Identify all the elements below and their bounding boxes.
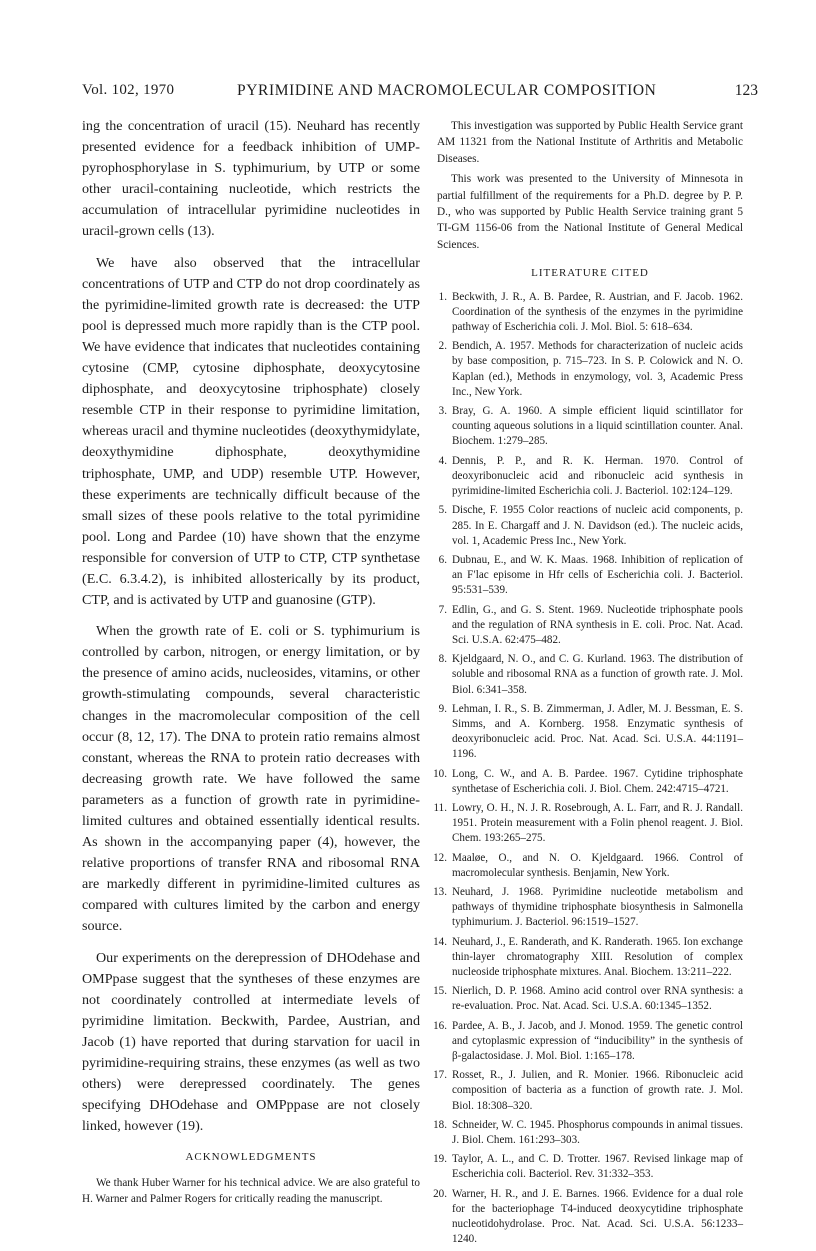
reference-text: Long, C. W., and A. B. Pardee. 1967. Cytidine triphosphate synthetase of Escherichia coli. J. Biol. Chem. 242:4715–4721. (452, 767, 743, 795)
body-paragraph: When the growth rate of E. coli or S. typhimurium is controlled by carbon, nitrogen, or energy limitation, or by the presence of amino acids, nucleosides, vitamins, or other growth-stimulating compounds, several characteristic changes in the macromolecular composition of the cell occur (8, 12, 17). The DNA to protein ratio remains almost constant, whereas the RNA to protein ratio decreases with decreasing growth rate. We have followed the same parameters as a function of growth rate in pyrimidine-limited cultures and obtained essentially identical results. As shown in the accompanying paper (4), however, the relative proportions of transfer RNA and ribosomal RNA are markedly different in pyrimidine-limited cultures as compared with cultures limited by the carbon and energy source. (82, 623, 420, 935)
reference-item (437, 553, 743, 599)
reference-item (433, 885, 743, 931)
reference-item (437, 503, 743, 549)
reference-text: Warner, H. R., and J. E. Barnes. 1966. Evidence for a dual role for the bacteriophage T4-induced deoxycytidine triphosphate nucleotidohydrolase. Proc. Nat. Acad. Sci. U.S.A. 56:1233–1240. (452, 1187, 743, 1246)
reference-number: 11. (433, 801, 447, 814)
reference-text: Neuhard, J. 1968. Pyrimidine nucleotide metabolism and pathways of thymidine triphosphate biosynthesis in Salmonella typhimurium. J. Bacteriol. 96:1519–1527. (452, 885, 743, 929)
reference-text: Dubnau, E., and W. K. Maas. 1968. Inhibition of replication of an F′lac episome in Hfr cells of Escherichia coli. J. Bacteriol. 95:531–539. (452, 553, 743, 597)
reference-number: 10. (433, 767, 447, 780)
right-column (433, 118, 743, 1251)
reference-text: Nierlich, D. P. 1968. Amino acid control over RNA synthesis: a re-evaluation. Proc. Nat. Acad. Sci. U.S.A. 60:1345–1352. (452, 985, 743, 1013)
body-paragraph: We have also observed that the intracellular concentrations of UTP and CTP do not drop coordinately as the pyrimidine-limited growth rate is decreased: the UTP pool is depressed much more rapidly than is the CTP pool. We have evidence that indicates that nucleotides containing cytosine (CMP, cytosine diphosphate, deoxycytosine diphosphate, and deoxycytosine triphosphate) closely resemble CTP in their response to pyrimidine limitation, whereas uracil and thymine nucleotides (deoxythymidylate, deoxythymidine diphosphate, deoxythymidine triphosphate, UMP, and UDP) resemble UTP. However, these experiments are technically difficult because of the small sizes of these pools relative to the total pyrimidine pool. Long and Pardee (10) have shown that the enzyme responsible for conversion of UTP to CTP, CTP synthetase (E.C. 6.3.4.2), is inhibited allosterically by its product, CTP, and is activated by UTP and guanosine (GTP). (82, 254, 420, 609)
reference-item (437, 339, 743, 400)
reference-text: Pardee, A. B., J. Jacob, and J. Monod. 1959. The genetic control and cytoplasmic expression of “inducibility” in the synthesis of β-galactosidase. J. Mol. Biol. 1:165–178. (452, 1019, 743, 1062)
reference-number: 9. (438, 702, 447, 715)
reference-number: 16. (433, 1019, 447, 1032)
reference-number: 20. (433, 1187, 447, 1200)
volume-label: Vol. 102, 1970 (82, 82, 175, 98)
literature-heading: LITERATURE CITED (531, 267, 649, 280)
funding-note: This investigation was supported by Public Health Service grant AM 11321 from the National Institute of Arthritis and Metabolic Diseases. (437, 120, 743, 165)
reference-number: 12. (433, 851, 447, 864)
reference-number: 18. (433, 1118, 447, 1131)
reference-text: Beckwith, J. R., A. B. Pardee, R. Austrian, and F. Jacob. 1962. Coordination of the synthesis of the enzymes in the pyrimidine pathway of Escherichia coli. J. Mol. Biol. 5: 618–634. (452, 290, 743, 334)
reference-item (433, 801, 743, 847)
reference-number: 3. (438, 405, 447, 418)
reference-text: Bray, G. A. 1960. A simple efficient liquid scintillator for counting aqueous solutions in a liquid scintillation counter. Anal. Biochem. 1:279–285. (452, 405, 743, 448)
reference-text: Dische, F. 1955 Color reactions of nucleic acid components, p. 285. In E. Chargaff and J. N. Davidson (ed.). The nucleic acids, vol. 1, Academic Press Inc., New York. (452, 504, 743, 547)
reference-number: 15. (433, 985, 447, 998)
reference-item (437, 290, 743, 336)
page-number: 123 (734, 82, 758, 99)
reference-item (433, 1152, 743, 1182)
acknowledgments-text: We thank Huber Warner for his technical advice. We are also grateful to H. Warner and Palmer Rogers for critically reading the manuscript. (82, 1176, 420, 1205)
reference-text: Dennis, P. P., and R. K. Herman. 1970. Control of deoxyribonucleic acid and ribonucleic acid synthesis in pyrimidine-limited Escherichia coli. J. Bacteriol. 102:124–129. (452, 454, 743, 498)
reference-item (433, 935, 743, 981)
reference-number: 13. (433, 885, 447, 898)
reference-text: Schneider, W. C. 1945. Phosphorus compounds in animal tissues. J. Biol. Chem. 161:293–303. (452, 1118, 743, 1147)
body-paragraph: Our experiments on the derepression of DHOdehase and OMPpase suggest that the syntheses of these enzymes are not coordinately controlled at intermediate levels of pyrimidine limitation. Beckwith, Pardee, Austrian, and Jacob (1) have reported that during starvation for uacil in pyrimidine-requiring strains, these enzymes (as well as two others) were derepressed coordinately. The genes specifying DHOdehase and OMPppase are not closely linked, however (19). (82, 949, 420, 1135)
reference-number: 1. (438, 290, 447, 303)
reference-item (437, 404, 743, 450)
reference-number: 6. (438, 553, 447, 566)
running-title: PYRIMIDINE AND MACROMOLECULAR COMPOSITION (237, 82, 657, 99)
reference-item (437, 454, 743, 500)
reference-number: 14. (433, 935, 447, 948)
body-paragraph: ing the concentration of uracil (15). Neuhard has recently presented evidence for a feedback inhibition of UMP-pyrophosphorylase in S. typhimurium, by UTP or some other uracil-containing nucleotide, which restricts the accumulation of intracellular pyrimidine nucleotides in uracil-grown cells (13). (82, 118, 420, 240)
reference-text: Neuhard, J., E. Randerath, and K. Randerath. 1965. Ion exchange thin-layer chromatography XIII. Resolution of complex nucleoside triphosphate mixtures. Anal. Biochem. 13:211–222. (452, 935, 743, 978)
reference-number: 4. (438, 454, 447, 467)
reference-number: 19. (433, 1153, 447, 1166)
reference-text: Taylor, A. L., and C. D. Trotter. 1967. Revised linkage map of Escherichia coli. Bacteriol. Rev. 31:332–353. (452, 1153, 743, 1181)
running-header (82, 82, 758, 106)
reference-item (433, 1068, 743, 1114)
reference-number: 2. (438, 340, 447, 353)
reference-list (433, 290, 743, 1248)
reference-item (433, 1187, 743, 1248)
reference-text: Lehman, I. R., S. B. Zimmerman, J. Adler, M. J. Bessman, E. S. Simms, and A. Kornberg. 1958. Enzymatic synthesis of deoxyribonucleic acid. Proc. Nat. Acad. Sci. U.S.A. 44:1191–1196. (452, 702, 743, 761)
acknowledgments-heading: ACKNOWLEDGMENTS (185, 1151, 317, 1164)
left-column (82, 116, 420, 1207)
reference-text: Bendich, A. 1957. Methods for characterization of nucleic acids by base composition, p. 715–723. In S. P. Colowick and N. O. Kaplan (ed.), Methods in enzymology, vol. 3, Academic Press Inc., New York. (452, 340, 743, 398)
reference-text: Edlin, G., and G. S. Stent. 1969. Nucleotide triphosphate pools and the regulation of RNA synthesis in E. coli. Proc. Nat. Acad. Sci. U.S.A. 62:475–482. (452, 603, 743, 646)
reference-text: Maaløe, O., and N. O. Kjeldgaard. 1966. Control of macromolecular synthesis. Benjamin, New York. (452, 851, 743, 879)
reference-item (433, 1019, 743, 1065)
reference-item (437, 652, 743, 698)
reference-text: Kjeldgaard, N. O., and C. G. Kurland. 1963. The distribution of soluble and ribosomal RNA as a function of growth rate. J. Mol. Biol. 6:341–358. (452, 653, 743, 696)
reference-number: 17. (433, 1069, 447, 1082)
reference-text: Rosset, R., J. Julien, and R. Monier. 1966. Ribonucleic acid composition of bacteria as a function of growth rate. J. Mol. Biol. 18:308–320. (452, 1069, 743, 1112)
reference-number: 5. (438, 504, 447, 517)
reference-item (437, 603, 743, 649)
reference-item (437, 702, 743, 763)
reference-number: 7. (438, 603, 447, 616)
reference-item (433, 1118, 743, 1148)
reference-item (433, 767, 743, 797)
reference-text: Lowry, O. H., N. J. R. Rosebrough, A. L. Farr, and R. J. Randall. 1951. Protein measurement with a Folin phenol reagent. J. Biol. Chem. 193:265–275. (452, 801, 743, 845)
reference-item (433, 851, 743, 881)
thesis-note: This work was presented to the University of Minnesota in partial fulfillment of the requirements for a Ph.D. degree by P. P. D., who was supported by Public Health Service training grant 5 TI-GM 1156-06 from the National Institute of General Medical Sciences. (437, 173, 743, 251)
reference-item (433, 984, 743, 1014)
reference-number: 8. (438, 653, 447, 666)
